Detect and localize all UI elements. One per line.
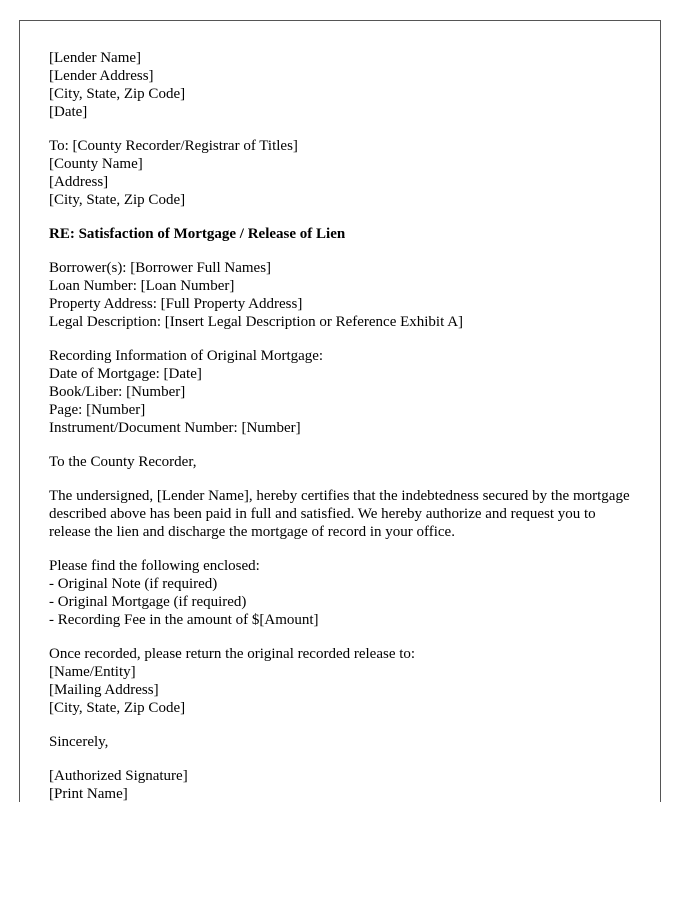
enclosures-block	[49, 557, 639, 629]
authorized-signature: [Authorized Signature]	[49, 768, 188, 784]
book-liber-line: Book/Liber: [Number]	[49, 384, 186, 400]
sender-block	[49, 49, 639, 121]
return-to-city-state-zip: [City, State, Zip Code]	[49, 700, 186, 716]
legal-description-line: Legal Description: [Insert Legal Description or Reference Exhibit A]	[49, 314, 464, 330]
subject-block	[49, 225, 639, 243]
letter-content	[49, 49, 639, 802]
loan-details-block	[49, 259, 639, 331]
recording-info-block	[49, 347, 639, 437]
page-number-line: Page: [Number]	[49, 402, 146, 418]
recording-info-heading: Recording Information of Original Mortgage:	[49, 348, 324, 364]
sender-lender-address: [Lender Address]	[49, 68, 154, 84]
signature-block	[49, 767, 639, 802]
borrowers-line: Borrower(s): [Borrower Full Names]	[49, 260, 272, 276]
loan-number-line: Loan Number: [Loan Number]	[49, 278, 235, 294]
recipient-to-line: To: [County Recorder/Registrar of Titles]	[49, 138, 298, 154]
sender-date: [Date]	[49, 104, 88, 120]
enclosure-item: - Original Note (if required)	[49, 576, 218, 592]
enclosure-item: - Original Mortgage (if required)	[49, 594, 247, 610]
salutation: To the County Recorder,	[49, 454, 197, 470]
closing: Sincerely,	[49, 734, 109, 750]
recipient-address: [Address]	[49, 174, 109, 190]
date-of-mortgage-line: Date of Mortgage: [Date]	[49, 366, 202, 382]
return-to-heading: Once recorded, please return the original recorded release to:	[49, 646, 416, 662]
print-name: [Print Name]	[49, 786, 128, 802]
closing-block	[49, 733, 639, 751]
enclosure-item: - Recording Fee in the amount of $[Amount]	[49, 612, 319, 628]
property-address-line: Property Address: [Full Property Address]	[49, 296, 303, 312]
recipient-county-name: [County Name]	[49, 156, 143, 172]
sender-lender-name: [Lender Name]	[49, 50, 142, 66]
return-to-block	[49, 645, 639, 717]
subject-line: RE: Satisfaction of Mortgage / Release of Lien	[49, 226, 346, 242]
body-paragraph-block	[49, 487, 639, 541]
recipient-block	[49, 137, 639, 209]
letter-page	[19, 20, 661, 802]
recipient-city-state-zip: [City, State, Zip Code]	[49, 192, 186, 208]
salutation-block	[49, 453, 639, 471]
sender-city-state-zip: [City, State, Zip Code]	[49, 86, 186, 102]
return-to-name-entity: [Name/Entity]	[49, 664, 136, 680]
enclosures-heading: Please find the following enclosed:	[49, 558, 260, 574]
body-paragraph: The undersigned, [Lender Name], hereby certifies that the indebtedness secured by the mortgage described above has been paid in full and satisfied. We hereby authorize and request you to release the lien and discharge the mortgage of record in your office.	[49, 488, 630, 540]
instrument-number-line: Instrument/Document Number: [Number]	[49, 420, 301, 436]
return-to-mailing-address: [Mailing Address]	[49, 682, 159, 698]
